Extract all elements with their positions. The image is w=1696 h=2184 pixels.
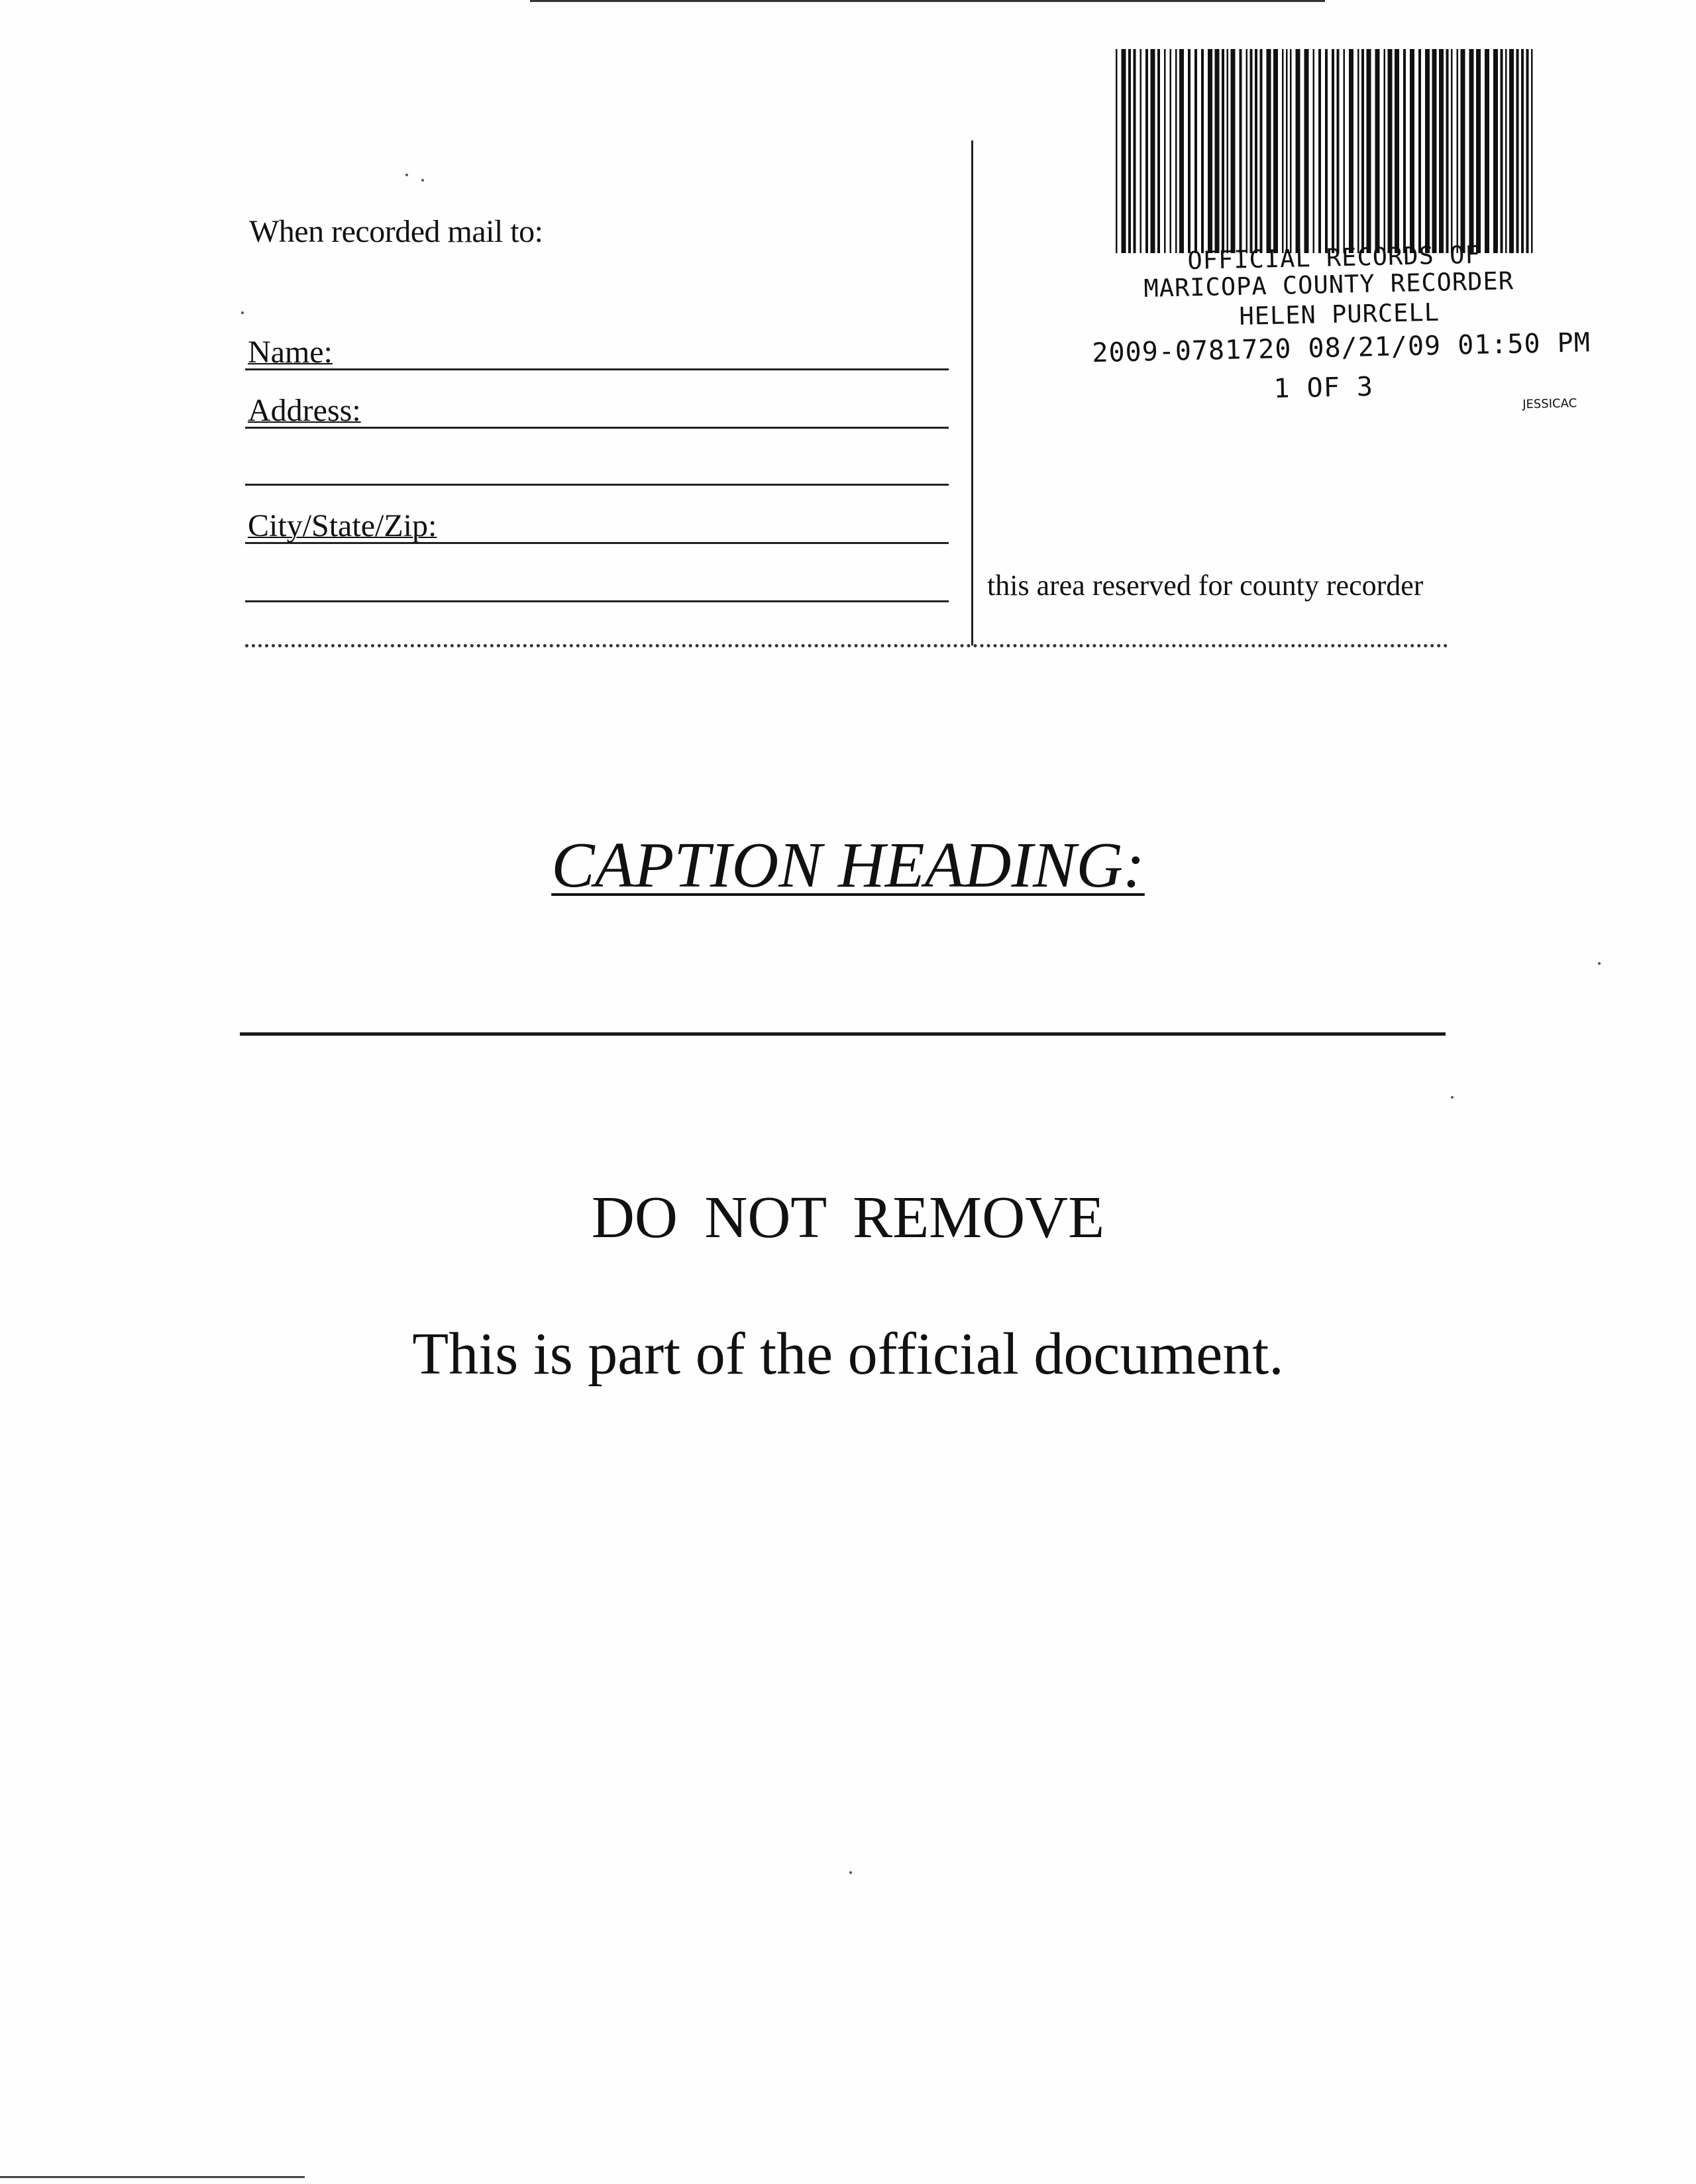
barcode-bar [1296,49,1300,253]
barcode-bar [1410,49,1414,253]
barcode-bar [1451,49,1453,253]
barcode-bar [1231,49,1236,253]
barcode-bar [1505,49,1507,253]
address-line-2 [245,444,949,486]
recorder-stamp-line: HELEN PURCELL [1239,298,1440,331]
barcode-bar [1164,49,1166,253]
barcode-bar [1469,49,1474,253]
barcode-bar [1222,49,1224,253]
barcode-bar [1304,49,1309,253]
barcode-bar [1255,49,1257,253]
barcode-bar [1208,49,1212,253]
barcode-bar [1425,49,1430,253]
barcode-bar [1151,49,1155,253]
barcode-bar [1179,49,1184,253]
recorder-stamp-line: MARICOPA COUNTY RECORDER [1143,266,1514,303]
recording-number: 2009-0781720 08/21/09 01:50 PM [1092,327,1591,368]
scan-speck [405,174,408,176]
barcode-bar [1531,49,1533,253]
barcode-bar [1215,49,1220,253]
mail-to-heading: When recorded mail to: [249,214,543,249]
barcode-bar [1501,49,1503,253]
scan-edge-line [530,0,1325,2]
barcode-bar [1145,49,1148,253]
barcode-bar [1273,49,1278,253]
barcode-bar [1290,49,1292,253]
barcode-bar [1188,49,1191,253]
city-state-zip-field [245,502,949,544]
scan-speck [241,311,244,314]
barcode-bar [1240,49,1242,253]
barcode-bar [1357,49,1359,253]
barcode-bar [1116,49,1118,253]
barcode-bar [1246,49,1248,253]
caption-rule [240,1032,1446,1036]
barcode-bar [1349,49,1353,253]
barcode-bar [1201,49,1204,253]
barcode-bar [1403,49,1406,253]
barcode-bar [1286,49,1288,253]
scan-speck [421,179,424,182]
barcode-bar [1367,49,1371,253]
barcode-bar [1485,49,1489,253]
barcode-bar [1175,49,1177,253]
barcode-bar [1337,49,1340,253]
barcode-bar [1313,49,1315,253]
caption-heading [0,828,1696,902]
barcode-bar [1526,49,1529,253]
barcode-bar [1446,49,1449,253]
barcode-bar [1384,49,1386,253]
barcode-bar [1318,49,1321,253]
barcode-bar [1325,49,1328,253]
barcode-bar [1493,49,1498,253]
barcode-bar [1332,49,1334,253]
barcode-bar [1260,49,1263,253]
barcode-bar [1418,49,1421,253]
barcode-bar [1395,49,1399,253]
barcode-bar [1457,49,1459,253]
barcode-bar [1140,49,1142,253]
barcode-bar [1476,49,1481,253]
name-label: Name: [248,335,333,370]
scan-speck [1598,962,1601,965]
address-field [245,387,949,429]
scan-speck [1451,1096,1454,1099]
scan-speck [849,1871,852,1874]
address-label: Address: [248,393,361,428]
caption-heading-text: CAPTION HEADING: [551,830,1145,901]
barcode-bar [1250,49,1253,253]
barcode-bar [1157,49,1160,253]
barcode-bar [1134,49,1136,253]
barcode-bar [1122,49,1126,253]
recorder-stamp-line: OFFICIAL RECORDS OF [1187,240,1481,275]
barcode-bar [1521,49,1524,253]
barcode-bar [1509,49,1514,253]
barcode-bar [1282,49,1284,253]
barcode-bar [1194,49,1197,253]
barcode-bar [1516,49,1519,253]
city-state-zip-label: City/State/Zip: [248,508,437,543]
official-document-note: This is part of the official document. [412,1321,1284,1387]
clerk-id: JESSICAC [1522,396,1577,411]
dotted-divider [245,644,1448,647]
barcode-bar [1388,49,1393,253]
barcode-bar [1267,49,1271,253]
address-line-4 [245,561,949,602]
barcode [1113,49,1540,253]
barcode-bar [1432,49,1437,253]
name-field [245,329,949,370]
barcode-bar [1361,49,1364,253]
barcode-bar [1439,49,1444,253]
barcode-bar [1461,49,1465,253]
page-count: 1 OF 3 [1273,371,1374,404]
barcode-bar [1375,49,1380,253]
barcode-bar [1128,49,1131,253]
scan-edge-line [0,2176,305,2178]
barcode-bar [1227,49,1229,253]
barcode-bar [1344,49,1346,253]
barcode-bar [1170,49,1172,253]
do-not-remove-notice: DO NOT REMOVE [591,1185,1105,1250]
vertical-divider [971,140,973,645]
reserved-area-note: this area reserved for county recorder [987,569,1424,602]
